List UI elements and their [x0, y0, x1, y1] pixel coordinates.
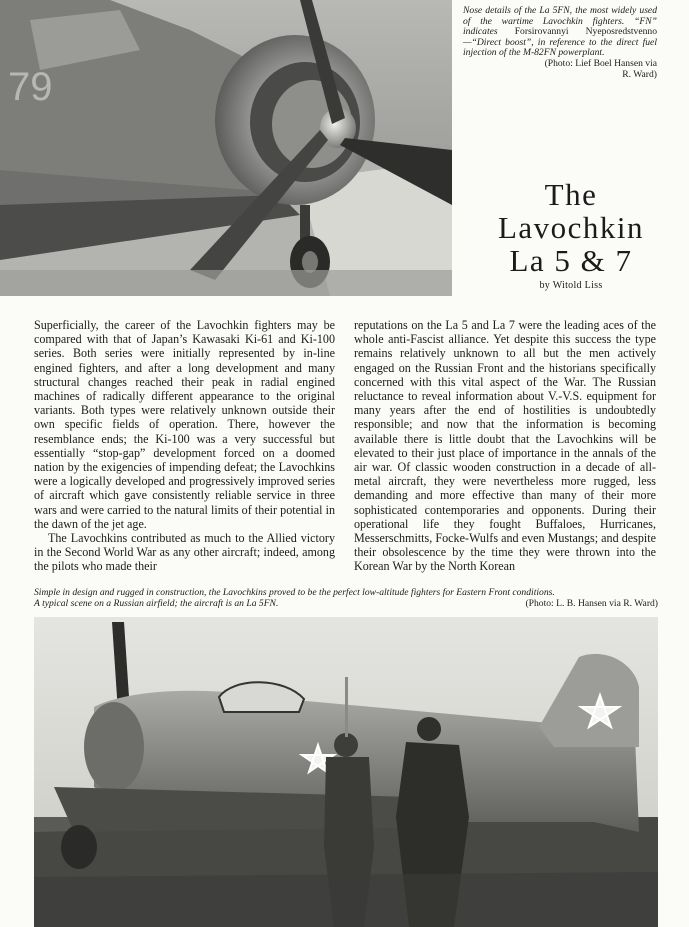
- body-paragraph: Superficially, the career of the Lavochkin fighters may be compared with that of Japan’s Kawasaki Ki-61 and Ki-100 series. Both series were initially represented by in-line engined fighters, and after a long development and many structural changes reached their peak in radial engined machines of radically different appearance to the original variants. Both types were relatively unknown outside their own specific fields of operation. There, however the resemblance ends; the Ki-100 was a very successful but essentially “stop-gap” development forced on a doomed nation by the exigencies of impending defeat; the Lavochkins were a logically developed and progressively improved series of aircraft which gave consistently reliable service in three wars and were carried to the natural limits of their potential in the dawn of the jet age.: [34, 318, 335, 531]
- bottom-photo-caption: [34, 588, 658, 610]
- caption-text-italic-2: —“Direct boost”, in reference to the direct fuel injection of the M-82FN powerplant.: [463, 36, 657, 59]
- caption-text-italic-1: Nose details of the La 5FN, the most widely used of the wartime Lavochkin fighters. “FN” indicates: [463, 5, 657, 38]
- body-column-right: [354, 318, 656, 574]
- body-paragraph: The Lavochkins contributed as much to the Allied victory in the Second World War as any other aircraft; indeed, among the pilots who made their: [34, 531, 335, 574]
- caption-credit-1: (Photo: Lief Boel Hansen via: [544, 57, 657, 69]
- bottom-caption-line-1: Simple in design and rugged in construction, the Lavochkins proved to be the perfect low-altitude fighters for Eastern Front conditions.: [34, 587, 555, 598]
- caption-text-upright: Forsirovannyi Nyeposredstvenno: [497, 26, 657, 38]
- bottom-photo: [34, 617, 658, 927]
- svg-text:79: 79: [8, 65, 53, 109]
- la-5fn-airfield-photo: [34, 617, 658, 927]
- bottom-caption-line-2: A typical scene on a Russian airfield; the aircraft is an La 5FN.: [34, 597, 279, 609]
- top-photo: [0, 0, 452, 296]
- title-line-2: Lavochkin: [497, 210, 645, 245]
- caption-credit-2: R. Ward): [622, 68, 657, 80]
- article-title: [458, 178, 684, 277]
- title-line-3: La 5 & 7: [509, 243, 633, 278]
- la-5fn-nose-photo: [0, 0, 452, 296]
- top-photo-caption: [463, 6, 657, 80]
- body-paragraph: reputations on the La 5 and La 7 were the leading aces of the whole anti-Fascist alliance. Yet despite this success the type remains relatively unknown to all but the men actively engaged on the Russian Front and the historians specifically concerned with this vital aspect of the War. The Russian reluctance to reveal information about V.-V.S. equipment for many years after the end of hostilities is undoubtedly responsible; and now that the information is becoming available there is little doubt that the Lavochkins will be elevated to their just place of importance in the annals of the air war. Of classic wooden construction in a decade of all-metal aircraft, they were nevertheless more rugged, less demanding and more effective than many of their more sophisticated contemporaries and opponents. During their operational life they fought Buffaloes, Hurricanes, Messerschmitts, Focke-Wulfs and even Mustangs; and despite their obsolescence by the time they were thrown into the Korean War by the North Korean: [354, 318, 656, 574]
- body-column-left: [34, 318, 335, 574]
- bottom-caption-credit: (Photo: L. B. Hansen via R. Ward): [525, 597, 658, 609]
- title-line-1: The: [544, 177, 598, 212]
- byline: by Witold Liss: [539, 280, 603, 291]
